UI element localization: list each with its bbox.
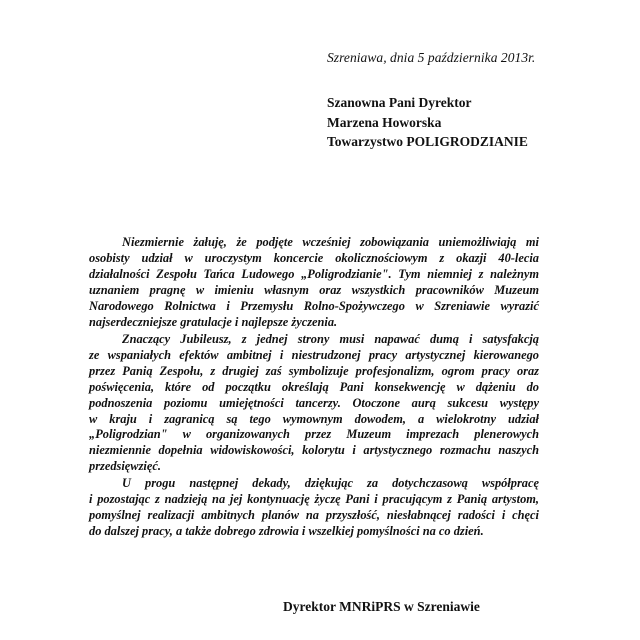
paragraph-line: działalności Zespołu Tańca Ludowego „Poligrodzianie". Tym niemniej z należnym <box>89 266 539 281</box>
paragraph-line: najserdeczniejsze gratulacje i najlepsze życzenia. <box>89 314 338 329</box>
paragraph-line: „Poligrodzian" w organizowanych przez Muzeum imprezach plenerowych <box>89 427 539 442</box>
paragraph-line: uznaniem pragnę w imieniu własnym oraz wszystkich pracowników Muzeum <box>89 282 539 297</box>
paragraph-line: niezmiennie dopełnia widowiskowości, kolorytu i artystycznego rozmachu naszych <box>89 443 539 458</box>
paragraph-line: poświęcenia, które od początku określają Pani konsekwencję w dążeniu do <box>89 379 539 394</box>
paragraph-line: pomyślnej realizacji ambitnych planów na przyszłość, niesłabnącej radości i chęci <box>89 507 539 522</box>
paragraph-jubilee <box>89 332 539 475</box>
paragraph-line: Znaczący Jubileusz, z jednej strony musi napawać dumą i satysfakcją <box>122 332 539 346</box>
paragraph-line: Niezmiernie żałuję, że podjęte wcześniej zobowiązania uniemożliwiają mi <box>122 235 539 249</box>
paragraph-line: i pozostając z nadzieją na jej kontynuację życzę Pani i pracującym z Panią artystom, <box>89 491 539 506</box>
paragraph-line: podnoszenia poziomu umiejętności tancerzy. Otoczone aurą sukcesu występy <box>89 395 539 410</box>
paragraph-line: przez Panią Zespołu, z drugiej zaś symbolizuje profesjonalizm, ogrom pracy oraz <box>89 363 539 378</box>
signature-line: Dyrektor MNRiPRS w Szreniawie <box>283 599 480 614</box>
paragraph-line: przedsięwzięć. <box>89 459 161 474</box>
paragraph-line: ze wspaniałych efektów ambitnej i niestrudzonej pracy artystycznej kierowanego <box>89 347 539 362</box>
recipient-address <box>327 93 528 152</box>
paragraph-line: U progu następnej dekady, dziękując za dotychczasową współpracę <box>122 476 539 490</box>
paragraph-wishes <box>89 476 539 540</box>
paragraph-line: osobisty udział w uroczystym koncercie okolicznościowym z okazji 40-lecia <box>89 250 539 265</box>
paragraph-line: Narodowego Rolnictwa i Przemysłu Rolno-Spożywczego w Szreniawie wyrazić <box>89 298 539 313</box>
date-line: Szreniawa, dnia 5 października 2013r. <box>327 50 536 65</box>
recipient-organization: Towarzystwo POLIGRODZIANIE <box>327 134 528 149</box>
paragraph-line: w kraju i zagranicą są tego wymownym dowodem, a wielokrotny udział <box>89 411 539 426</box>
recipient-salutation: Szanowna Pani Dyrektor <box>327 95 472 110</box>
paragraph-congratulations <box>89 235 539 330</box>
paragraph-line: do dalszej pracy, a także dobrego zdrowia i wszelkiej pomyślności na co dzień. <box>89 523 484 538</box>
recipient-name: Marzena Howorska <box>327 114 442 130</box>
